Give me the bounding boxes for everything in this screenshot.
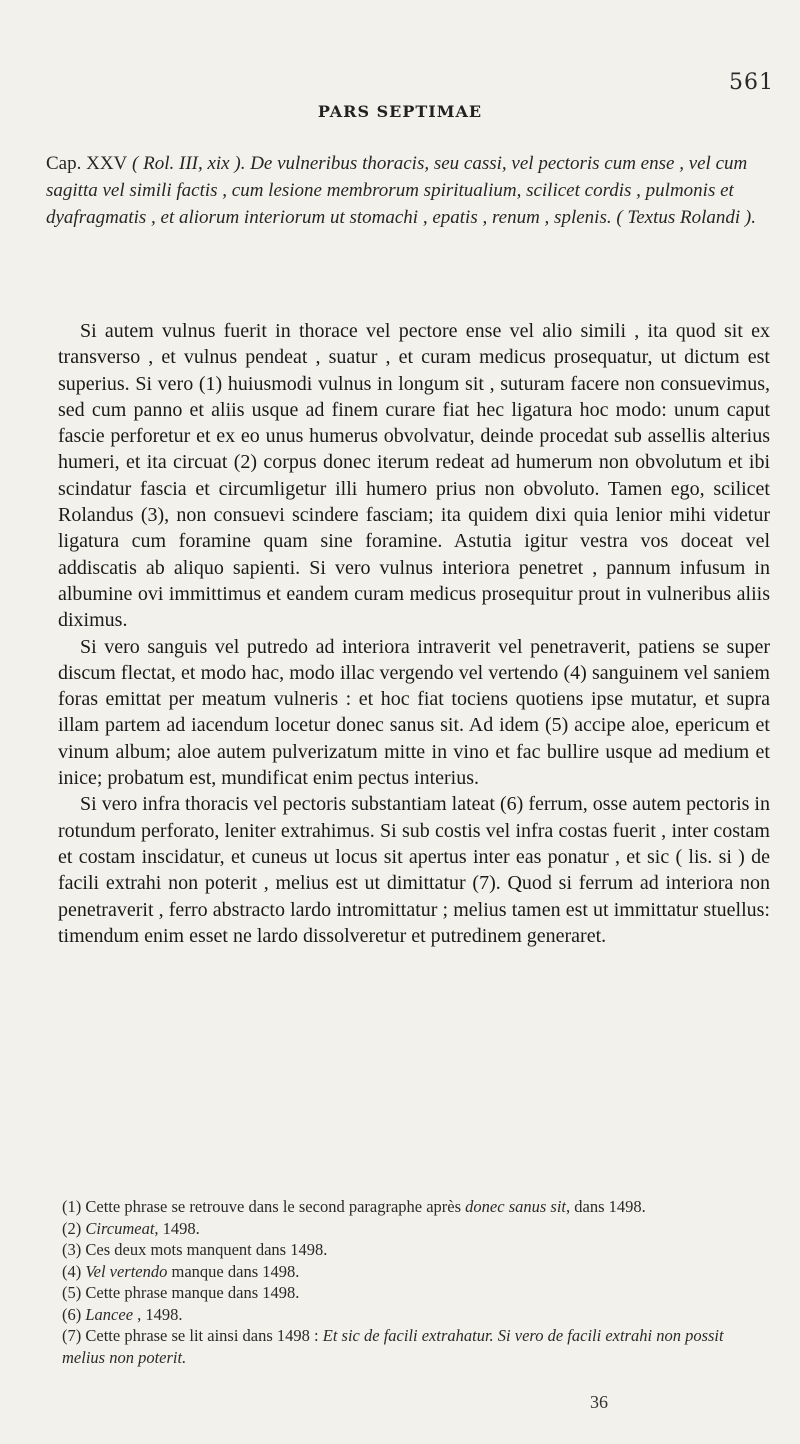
footnote-text: Cette phrase manque dans 1498. — [85, 1283, 300, 1302]
footnote-after: , 1498. — [154, 1218, 200, 1238]
footnote — [62, 1218, 770, 1240]
main-text — [58, 318, 770, 949]
footnote-italic: Vel vertendo — [85, 1261, 168, 1281]
footnote — [62, 1196, 770, 1218]
paragraph: Si vero infra thoracis vel pectoris substantiam lateat (6) ferrum, osse autem pectoris in rotundum perforato, leniter extrahimus. Si sub costis vel infra costas fuerit , inter costam et costam inscidatur, et cuneus ut locus sit apertus inter eas ponatur , et sic ( lis. si ) de facili extrahi non poterit , melius est ut dimittatur (7). Quod si ferrum ad interiora non penetraverit , ferro abstracto lardo intromittatur ; melius tamen est ut immittatur stuellus: timendum enim esset ne lardo dissolveretur et putredinem generaret. — [58, 793, 770, 947]
footnote-mark: (5) — [62, 1283, 82, 1302]
chapter-heading — [46, 150, 768, 231]
footnote-after: , 1498. — [133, 1304, 183, 1324]
footnote-after: , dans 1498. — [566, 1197, 646, 1216]
footnote-italic: Lancee — [85, 1304, 134, 1324]
footnote-mark: (1) — [62, 1197, 82, 1216]
footnote — [62, 1304, 770, 1326]
footnote-text: Cette phrase se lit ainsi dans 1498 : — [85, 1326, 323, 1345]
footnote-italic: Et sic de facili extrahatur. Si vero de facili extrahi non possit melius non poterit. — [62, 1326, 724, 1367]
footnote-after: manque dans 1498. — [167, 1261, 300, 1281]
paragraph: Si autem vulnus fuerit in thorace vel pectore ense vel alio simili , ita quod sit ex transverso , et vulnus pendeat , suatur , et curam medicus prosequatur, ut dictum est superius. Si vero (1) huiusmodi vulnus in longum sit , suturam facere non consuevimus, sed cum panno et aliis usque ad finem curare fiat hec ligatura hoc modo: unum caput fascie perforetur et ex eo unus humerus obvolvatur, deinde procedat sub assellis alterius humeri, et ita circuat (2) corpus donec iterum redeat ad humerum non obvolutum et ibi scindatur fascia et circumligetur illi humero prius non obvoluto. Tamen ego, scilicet Rolandus (3), non consuevi scindere fasciam; ita quidem dixi quia lenior mihi videtur ligatura cum foramine quam sine foramine. Astutia igitur vestra vos doceat vel addiscatis ab aliquo sapienti. Si vero vulnus interiora penetret , pannum infusum in albumine ovi immittimus et eandem curam medicus prosequitur prout in vulneribus aliis diximus. — [58, 320, 770, 632]
footnotes — [62, 1196, 770, 1368]
footnote — [62, 1261, 770, 1283]
signature-mark: 36 — [590, 1392, 608, 1412]
footnote — [62, 1239, 770, 1261]
chapter-title: ( Rol. III, xix ). De vulneribus thoracis, seu cassi, vel pectoris cum ense , vel cum sagitta vel simili factis , cum lesione membrorum spiritualium, scilicet cordis , pulmonis et dyafragmatis , et aliorum interiorum ut stomachi , epatis , renum , splenis. ( Textus Rolandi ). — [46, 153, 757, 228]
footnote — [62, 1282, 770, 1304]
running-head: PARS SEPTIMAE — [317, 102, 483, 121]
footnote-mark: (2) — [62, 1218, 82, 1238]
footnote-text: Ces deux mots manquent dans 1498. — [85, 1240, 328, 1259]
footnote-italic: donec sanus sit — [465, 1197, 567, 1216]
footnote-mark: (7) — [62, 1326, 82, 1345]
footnote-italic: Circumeat — [85, 1218, 155, 1238]
footnote-mark: (4) — [62, 1261, 82, 1281]
footnote-mark: (6) — [62, 1304, 82, 1324]
footnote-mark: (3) — [62, 1240, 82, 1259]
page-number: 561 — [729, 70, 774, 95]
footnote-text: Cette phrase se retrouve dans le second paragraphe après — [85, 1197, 466, 1216]
footnote — [62, 1325, 770, 1368]
paragraph: Si vero sanguis vel putredo ad interiora intraverit vel penetraverit, patiens se super discum flectat, et modo hac, modo illac vergendo vel vertendo (4) sanguinem vel saniem foras emittat per meatum vulneris : et hoc fiat tociens quotiens ipse mutatur, et supra illam partem ad iacendum locetur donec sanus sit. Ad idem (5) accipe aloe, epericum et vinum album; aloe autem pulverizatum mitte in vino et fac bullire usque ad medium et inice; probatum est, mundificat enim pectus interius. — [58, 635, 770, 790]
chapter-label: Cap. XXV — [46, 153, 128, 174]
